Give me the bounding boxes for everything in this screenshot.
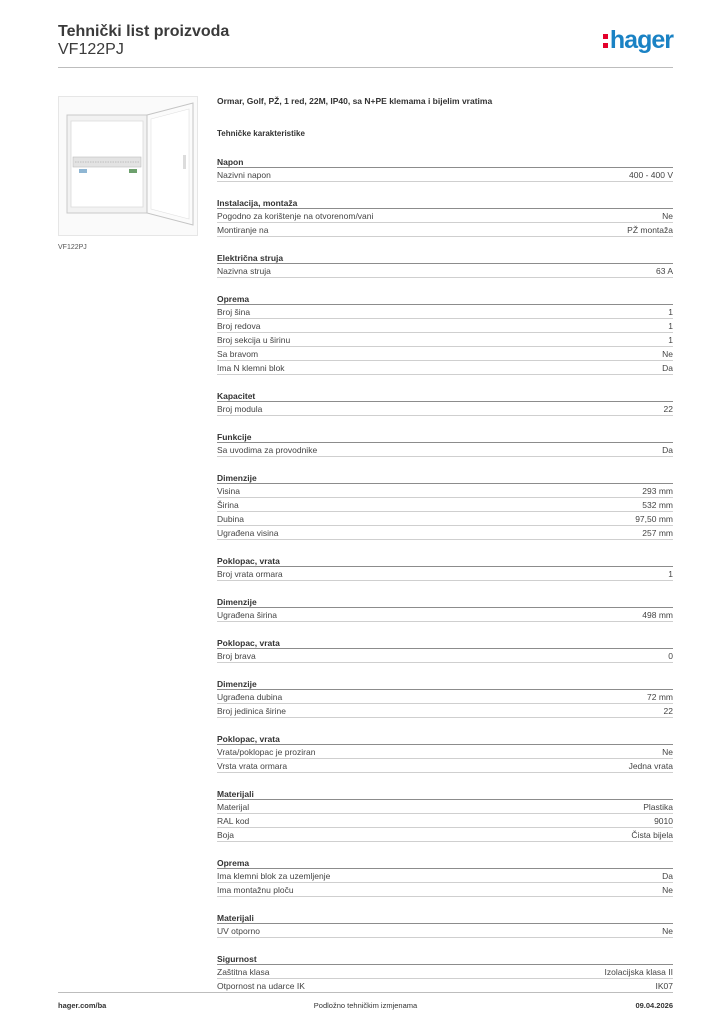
spec-label: Širina xyxy=(217,500,239,510)
footer-note: Podložno tehničkim izmjenama xyxy=(313,1001,418,1010)
spec-row xyxy=(217,168,673,182)
section-title: Napon xyxy=(217,156,673,168)
product-code: VF122PJ xyxy=(58,41,124,58)
spec-value: 97,50 mm xyxy=(635,514,673,524)
spec-label: Ugrađena širina xyxy=(217,610,278,620)
spec-row xyxy=(217,402,673,416)
spec-section xyxy=(217,637,673,663)
spec-content xyxy=(217,95,673,993)
spec-section xyxy=(217,431,673,457)
spec-label: Zaštitna klasa xyxy=(217,967,270,977)
spec-label: Montiranje na xyxy=(217,225,269,235)
enclosure-image-icon xyxy=(59,97,199,237)
spec-label: Vrsta vrata ormara xyxy=(217,761,288,771)
spec-value: Ne xyxy=(662,926,673,936)
section-title: Oprema xyxy=(217,293,673,305)
page-footer xyxy=(58,992,673,1012)
spec-row xyxy=(217,223,673,237)
spec-label: Nazivni napon xyxy=(217,170,271,180)
spec-value: 1 xyxy=(668,569,673,579)
spec-label: Broj modula xyxy=(217,404,263,414)
spec-label: Ima N klemni blok xyxy=(217,363,285,373)
spec-label: Sa uvodima za provodnike xyxy=(217,445,318,455)
section-title: Poklopac, vrata xyxy=(217,733,673,745)
spec-section xyxy=(217,678,673,718)
spec-label: Ima klemni blok za uzemljenje xyxy=(217,871,331,881)
product-description: Ormar, Golf, PŽ, 1 red, 22M, IP40, sa N+PE klemama i bijelim vratima xyxy=(217,96,493,106)
spec-value: 22 xyxy=(663,706,673,716)
spec-row xyxy=(217,526,673,540)
spec-row xyxy=(217,924,673,938)
footer-date: 09.04.2026 xyxy=(635,1001,673,1010)
spec-row xyxy=(217,567,673,581)
spec-label: Ima montažnu ploču xyxy=(217,885,294,895)
spec-row xyxy=(217,361,673,375)
spec-row xyxy=(217,965,673,979)
spec-row xyxy=(217,264,673,278)
spec-section xyxy=(217,197,673,237)
spec-row xyxy=(217,745,673,759)
spec-label: Pogodno za korištenje na otvorenom/vani xyxy=(217,211,374,221)
spec-row xyxy=(217,333,673,347)
spec-label: RAL kod xyxy=(217,816,250,826)
spec-label: Visina xyxy=(217,486,240,496)
section-title: Dimenzije xyxy=(217,678,673,690)
spec-value: Izolacijska klasa II xyxy=(604,967,673,977)
spec-value: 63 A xyxy=(655,266,673,276)
spec-value: 72 mm xyxy=(647,692,673,702)
section-title: Materijali xyxy=(217,788,673,800)
spec-value: Da xyxy=(662,445,673,455)
section-title: Električna struja xyxy=(217,252,673,264)
spec-section xyxy=(217,912,673,938)
spec-value: 257 mm xyxy=(642,528,673,538)
spec-value: Ne xyxy=(662,747,673,757)
spec-row xyxy=(217,305,673,319)
section-title: Instalacija, montaža xyxy=(217,197,673,209)
logo-text: hager xyxy=(609,26,673,54)
spec-label: Dubina xyxy=(217,514,244,524)
spec-label: Broj redova xyxy=(217,321,261,331)
spec-section xyxy=(217,733,673,773)
spec-sections xyxy=(217,156,673,993)
spec-row xyxy=(217,512,673,526)
spec-value: 9010 xyxy=(654,816,673,826)
spec-value: Da xyxy=(662,871,673,881)
spec-row xyxy=(217,443,673,457)
spec-row xyxy=(217,759,673,773)
spec-value: Ne xyxy=(662,211,673,221)
spec-value: 1 xyxy=(668,335,673,345)
spec-row xyxy=(217,319,673,333)
section-title: Dimenzije xyxy=(217,596,673,608)
spec-value: 400 - 400 V xyxy=(629,170,673,180)
image-caption: VF122PJ xyxy=(58,244,87,251)
section-title: Materijali xyxy=(217,912,673,924)
spec-label: Broj sekcija u širinu xyxy=(217,335,291,345)
spec-section xyxy=(217,252,673,278)
page-header xyxy=(58,20,673,68)
spec-label: Broj jedinica širine xyxy=(217,706,286,716)
spec-section xyxy=(217,596,673,622)
spec-section xyxy=(217,788,673,842)
spec-row xyxy=(217,814,673,828)
spec-row xyxy=(217,209,673,223)
spec-label: Materijal xyxy=(217,802,250,812)
spec-label: Otpornost na udarce IK xyxy=(217,981,305,991)
spec-label: Broj šina xyxy=(217,307,251,317)
spec-section xyxy=(217,390,673,416)
spec-row xyxy=(217,979,673,993)
spec-value: 293 mm xyxy=(642,486,673,496)
spec-row xyxy=(217,800,673,814)
spec-row xyxy=(217,828,673,842)
spec-label: Broj brava xyxy=(217,651,256,661)
tech-characteristics-title: Tehničke karakteristike xyxy=(217,129,305,138)
spec-section xyxy=(217,472,673,540)
section-title: Dimenzije xyxy=(217,472,673,484)
spec-row xyxy=(217,869,673,883)
spec-row xyxy=(217,883,673,897)
spec-row xyxy=(217,704,673,718)
spec-value: Plastika xyxy=(643,802,673,812)
spec-value: Čista bijela xyxy=(631,830,673,840)
spec-label: UV otporno xyxy=(217,926,260,936)
section-title: Sigurnost xyxy=(217,953,673,965)
spec-value: 22 xyxy=(663,404,673,414)
spec-value: IK07 xyxy=(655,981,673,991)
spec-label: Ugrađena visina xyxy=(217,528,279,538)
spec-label: Ugrađena dubina xyxy=(217,692,283,702)
spec-section xyxy=(217,857,673,897)
logo-mark-icon xyxy=(603,32,608,50)
spec-section xyxy=(217,293,673,375)
spec-value: Ne xyxy=(662,349,673,359)
spec-label: Boja xyxy=(217,830,235,840)
spec-value: 532 mm xyxy=(642,500,673,510)
spec-value: 1 xyxy=(668,321,673,331)
spec-row xyxy=(217,608,673,622)
section-title: Poklopac, vrata xyxy=(217,637,673,649)
section-title: Poklopac, vrata xyxy=(217,555,673,567)
spec-value: Ne xyxy=(662,885,673,895)
spec-row xyxy=(217,498,673,512)
spec-row xyxy=(217,649,673,663)
spec-section xyxy=(217,156,673,182)
spec-value: Jedna vrata xyxy=(628,761,673,771)
spec-value: Da xyxy=(662,363,673,373)
spec-section xyxy=(217,953,673,993)
spec-value: 0 xyxy=(668,651,673,661)
section-title: Funkcije xyxy=(217,431,673,443)
spec-label: Broj vrata ormara xyxy=(217,569,283,579)
product-image xyxy=(58,96,198,236)
spec-row xyxy=(217,690,673,704)
spec-row xyxy=(217,484,673,498)
spec-row xyxy=(217,347,673,361)
footer-website: hager.com/ba xyxy=(58,1001,107,1010)
hager-logo xyxy=(603,26,673,55)
spec-label: Nazivna struja xyxy=(217,266,271,276)
section-title: Kapacitet xyxy=(217,390,673,402)
document-title: Tehnički list proizvoda xyxy=(58,23,230,40)
spec-value: PŽ montaža xyxy=(627,225,673,235)
spec-value: 1 xyxy=(668,307,673,317)
spec-value: 498 mm xyxy=(642,610,673,620)
spec-section xyxy=(217,555,673,581)
spec-label: Sa bravom xyxy=(217,349,259,359)
spec-label: Vrata/poklopac je proziran xyxy=(217,747,316,757)
section-title: Oprema xyxy=(217,857,673,869)
